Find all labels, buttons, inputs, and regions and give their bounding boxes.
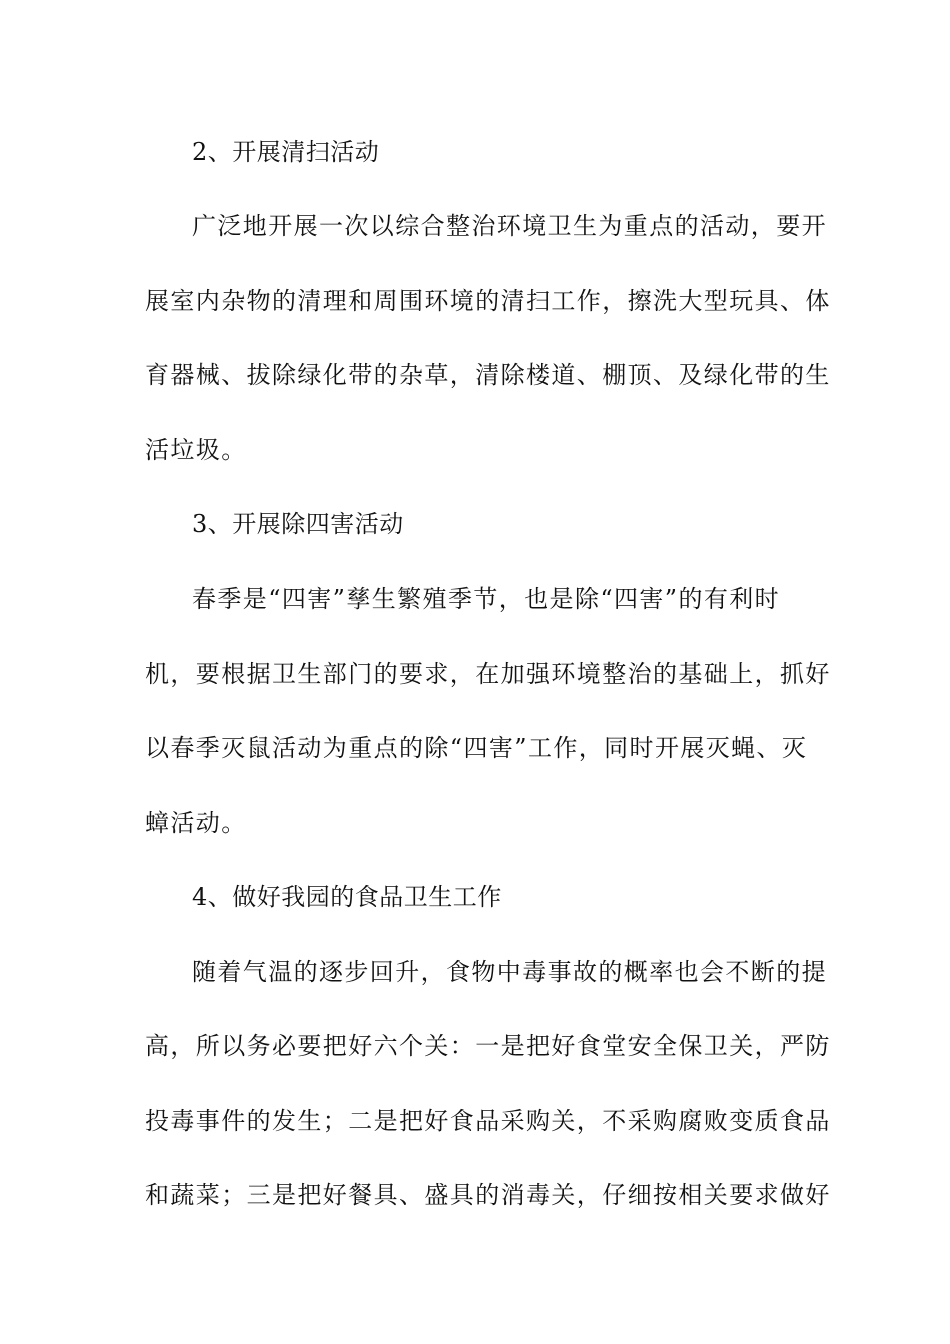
paragraph-line: 广泛地开展一次以综合整治环境卫生为重点的活动，要开 [192, 212, 827, 240]
paragraph-line: 蟑活动。 [145, 809, 247, 837]
paragraph-line: 春季是“四害”孳生繁殖季节，也是除“四害”的有利时 [192, 585, 781, 613]
section-heading-3: 3、开展除四害活动 [192, 510, 404, 538]
paragraph-line: 以春季灭鼠活动为重点的除“四害”工作，同时开展灭蝇、灭 [145, 734, 808, 762]
section-heading-2: 2、开展清扫活动 [192, 138, 380, 166]
paragraph-line: 随着气温的逐步回升，食物中毒事故的概率也会不断的提 [192, 958, 827, 986]
section-heading-4: 4、做好我园的食品卫生工作 [192, 883, 502, 911]
paragraph-line: 投毒事件的发生；二是把好食品采购关，不采购腐败变质食品 [145, 1107, 831, 1135]
paragraph-line: 活垃圾。 [145, 436, 247, 464]
paragraph-line: 高，所以务必要把好六个关：一是把好食堂安全保卫关，严防 [145, 1032, 831, 1060]
paragraph-line: 和蔬菜；三是把好餐具、盛具的消毒关，仔细按相关要求做好 [145, 1181, 831, 1209]
paragraph-line: 机，要根据卫生部门的要求，在加强环境整治的基础上，抓好 [145, 660, 831, 688]
paragraph-line: 育器械、拔除绿化带的杂草，清除楼道、棚顶、及绿化带的生 [145, 361, 831, 389]
paragraph-line: 展室内杂物的清理和周围环境的清扫工作，擦洗大型玩具、体 [145, 287, 831, 315]
